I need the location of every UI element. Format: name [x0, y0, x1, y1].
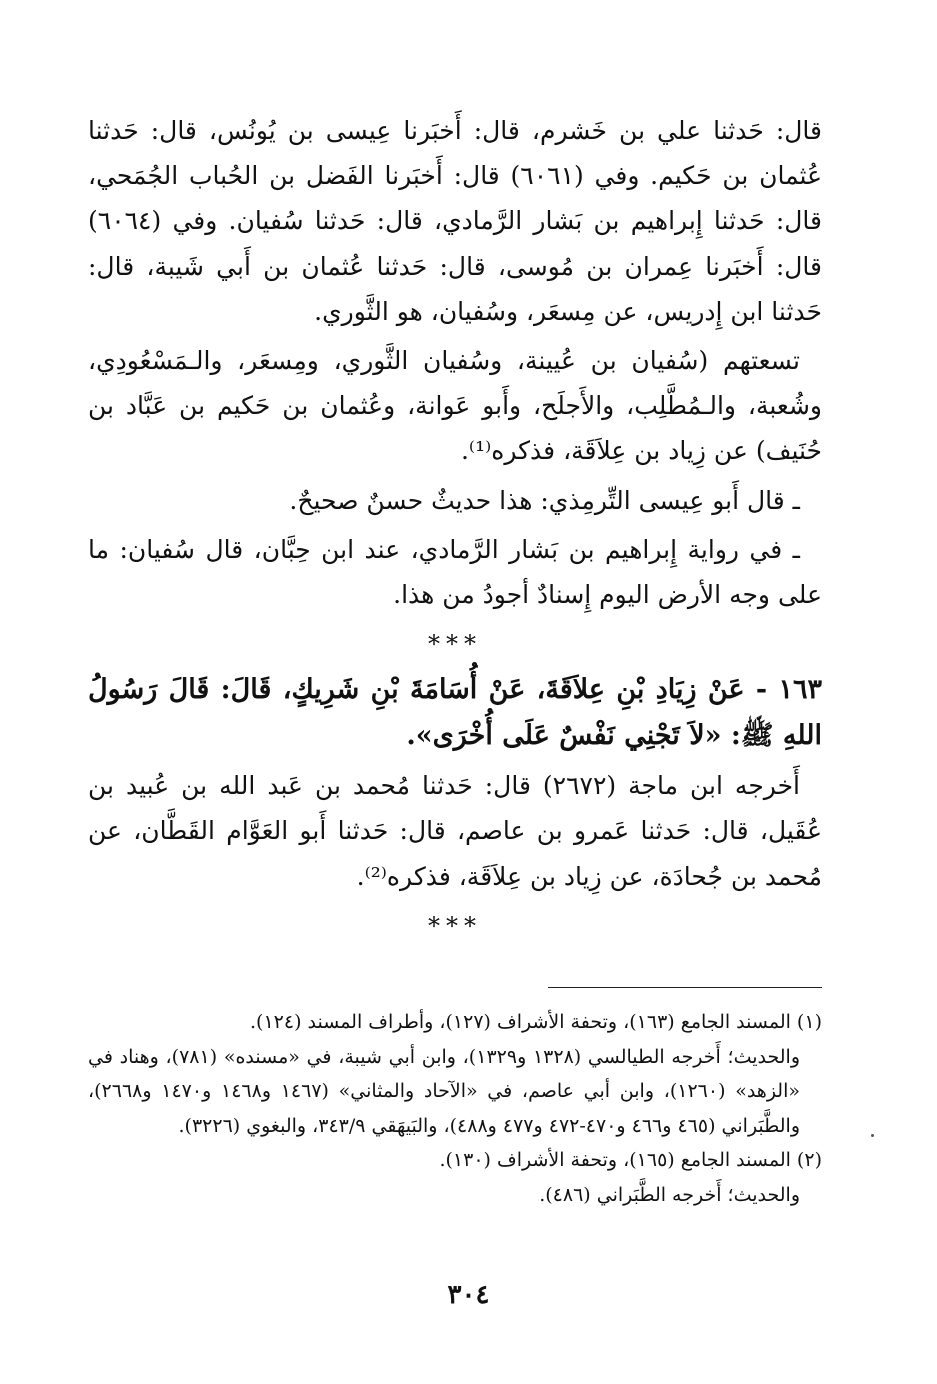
section-separator: *** — [428, 630, 482, 659]
footnote-2-continuation: والحديث؛ أَخرجه الطَّبَراني (٤٨٦). — [539, 1183, 800, 1206]
footnotes — [88, 1005, 822, 1212]
footnote-divider — [548, 987, 822, 988]
paragraph-3: ـ قال أَبو عِيسى التِّرمِذي: هذا حديثٌ حسنٌ صحيحٌ. — [289, 485, 800, 515]
footnote-1: (١) المسند الجامع (١٦٣)، وتحفة الأشراف (١٢٧)، وأطراف المسند (١٢٤). — [250, 1011, 822, 1033]
section-separator: *** — [428, 911, 482, 940]
paragraph-4: ـ في رواية إِبراهيم بن بَشار الرَّمادي، عند ابن حِبَّان، قال سُفيان: ما على وجه الأرض اليوم إِسنادٌ أجودُ من هذا. — [88, 534, 822, 610]
paragraph-5: أَخرجه ابن ماجة (٢٦٧٢) قال: حَدثنا مُحمد بن عَبد الله بن عُبيد بن عُقَيل، قال: حَدثنا عَمرو بن عاصم، قال: حَدثنا أَبو العَوَّام القَطَّان، عن مُحمد بن جُحادَة، عن زِياد بن عِلاَقَة، فذكره⁽²⁾. — [88, 771, 822, 891]
scan-speck — [871, 1134, 874, 1137]
paragraph-2: تسعتهم (سُفيان بن عُيينة، وسُفيان الثَّوري، ومِسعَر، والـمَسْعُودِي، وشُعبة، والـمُطَّلِب، والأَجلَح، وأَبو عَوانة، وعُثمان بن حَكيم بن عَبَّاد بن حُنَيف) عن زِياد بن عِلاَقَة، فذكره⁽¹⁾. — [88, 346, 822, 466]
page-number: ٣٠٤ — [447, 1280, 490, 1310]
footnote-1-continuation: والحديث؛ أَخرجه الطيالسي (١٣٢٨ و١٣٢٩)، وابن أبي شيبة، في «مسنده» (٧٨١)، وهناد في «الزهد» (١٢٦٠)، وابن أبي عاصم، في «الآحاد والمثاني» (١٤٦٧ و١٤٦٨ و١٤٧٠ و٢٦٦٨)، والطَّبَراني (٤٦٥ و٤٦٦ و٤٧٠-٤٧٢ و٤٧٧ و٤٨٨)، والبَيهَقي ٣٤٣/٩، والبغوي (٣٢٢٦). — [88, 1045, 800, 1137]
main-text — [88, 108, 822, 949]
paragraph-1: قال: حَدثنا علي بن خَشرم، قال: أَخبَرنا عِيسى بن يُونُس، قال: حَدثنا عُثمان بن حَكيم. وفي (٦٠٦١) قال: أَخبَرنا الفَضل بن الحُباب الجُمَحي، قال: حَدثنا إِبراهيم بن بَشار الرَّمادي، قال: حَدثنا سُفيان. وفي (٦٠٦٤) قال: أَخبَرنا عِمران بن مُوسى، قال: حَدثنا عُثمان بن أَبي شَيبة، قال: حَدثنا ابن إِدريس، عن مِسعَر، وسُفيان، هو الثَّوري. — [88, 116, 823, 326]
hadith-text: ١٦٣ - عَنْ زِيَادِ بْنِ عِلاَقَةَ، عَنْ أُسَامَةَ بْنِ شَرِيكٍ، قَالَ: قَالَ رَسُولُ اللهِ ﷺ: «لاَ تَجْنِي نَفْسٌ عَلَى أُخْرَى». — [88, 674, 822, 752]
footnote-2: (٢) المسند الجامع (١٦٥)، وتحفة الأشراف (١٣٠). — [439, 1149, 822, 1171]
